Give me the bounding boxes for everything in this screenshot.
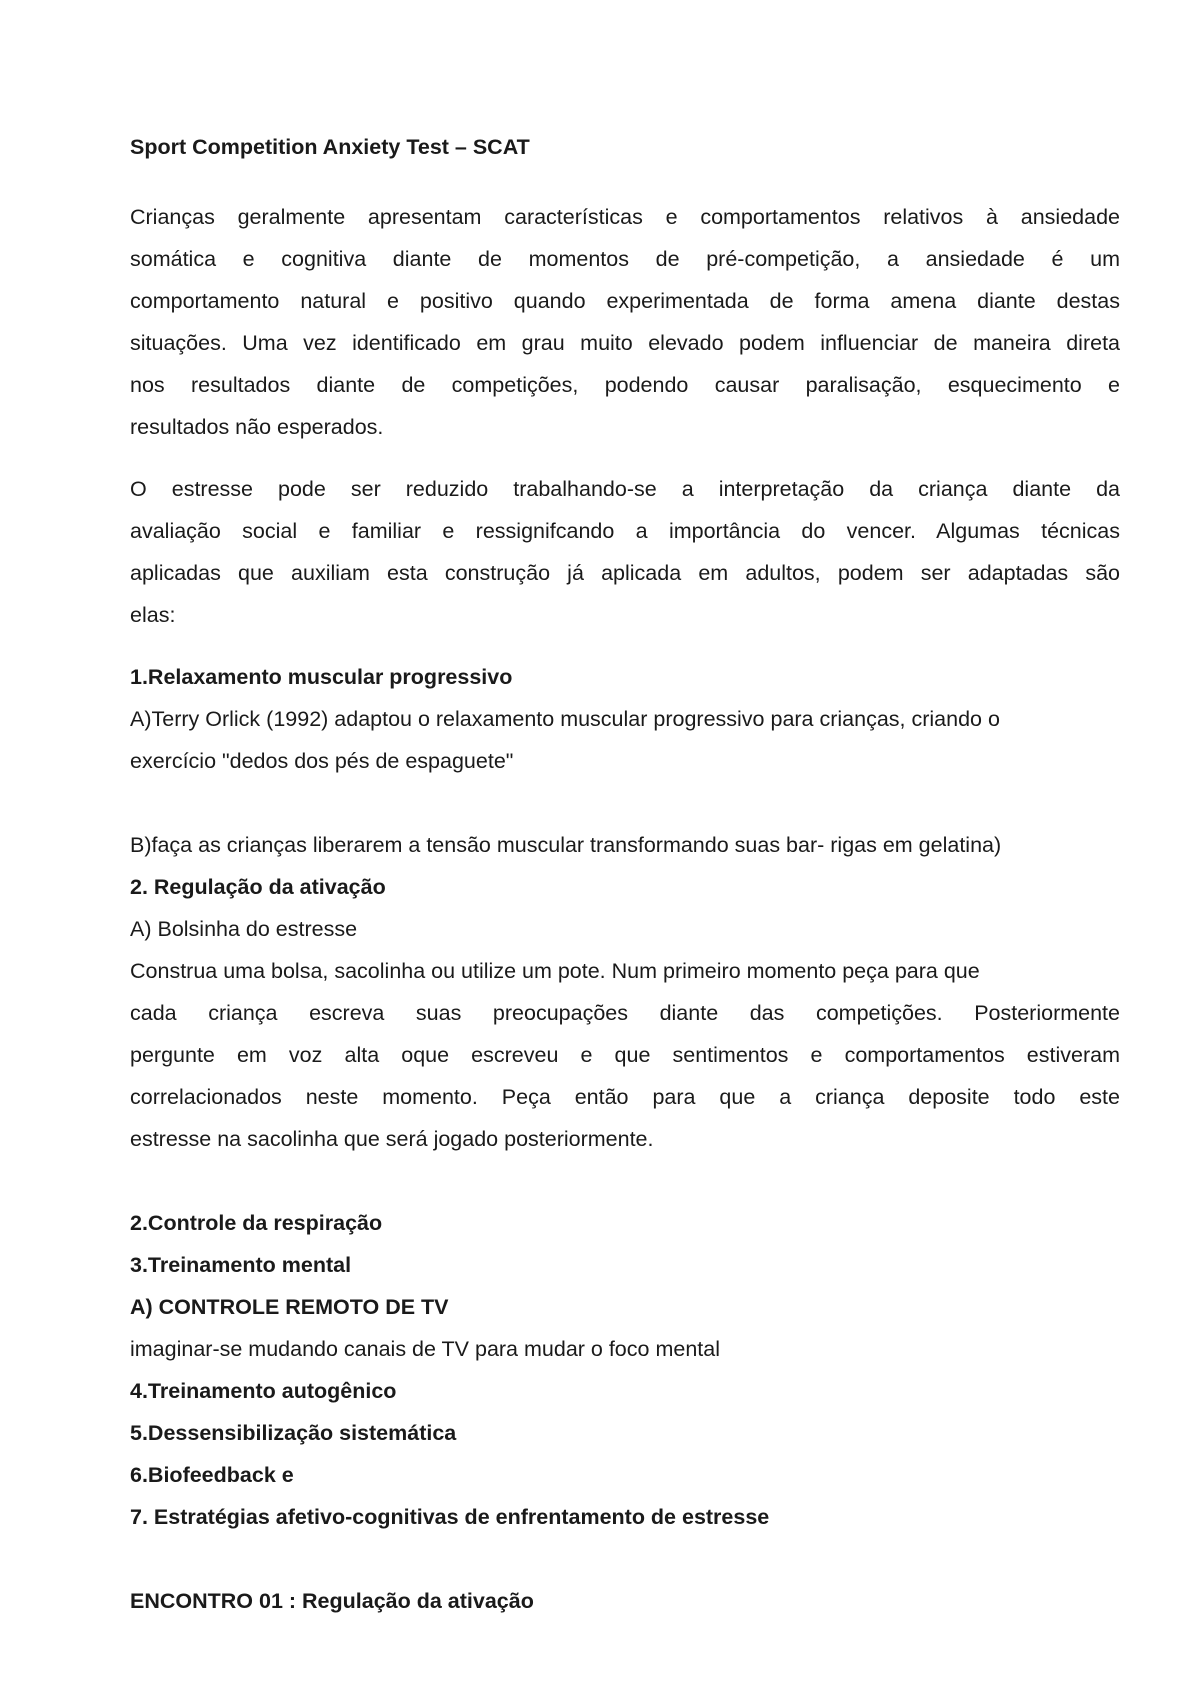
paragraph-line: Construa uma bolsa, sacolinha ou utilize um pote. Num primeiro momento peça para que <box>130 959 980 983</box>
stress-bag-paragraph <box>130 950 1120 1160</box>
meeting-heading: ENCONTRO 01 : Regulação da ativação <box>130 1589 534 1613</box>
list-heading: 4.Treinamento autogênico <box>130 1379 397 1403</box>
stress-paragraph <box>130 468 1120 636</box>
list-heading: 6.Biofeedback e <box>130 1463 294 1487</box>
paragraph-line: estresse na sacolinha que será jogado posteriormente. <box>130 1127 654 1151</box>
paragraph-line: nos resultados diante de competições, podendo causar paralisação, esquecimento e <box>130 373 1120 397</box>
paragraph-line: resultados não esperados. <box>130 415 384 439</box>
section-heading: 1.Relaxamento muscular progressivo <box>130 665 513 689</box>
paragraph-line: Crianças geralmente apresentam características e comportamentos relativos à ansiedade <box>130 205 1120 229</box>
list-item: imaginar-se mudando canais de TV para mudar o foco mental <box>130 1337 720 1361</box>
document-title: Sport Competition Anxiety Test – SCAT <box>130 135 530 159</box>
paragraph-line: avaliação social e familiar e ressignifcando a importância do vencer. Algumas técnicas <box>130 519 1120 543</box>
list-item: B)faça as crianças liberarem a tensão muscular transformando suas bar- rigas em gelatina) <box>130 833 1002 857</box>
document-page <box>130 132 1120 1622</box>
paragraph-line: situações. Uma vez identificado em grau muito elevado podem influenciar de maneira direta <box>130 331 1120 355</box>
list-heading: 2.Controle da respiração <box>130 1211 383 1235</box>
paragraph-line: aplicadas que auxiliam esta construção já aplicada em adultos, podem ser adaptadas são <box>130 561 1120 585</box>
paragraph-line: comportamento natural e positivo quando experimentada de forma amena diante destas <box>130 289 1120 313</box>
paragraph-line: correlacionados neste momento. Peça então para que a criança deposite todo este <box>130 1085 1120 1109</box>
paragraph-line: O estresse pode ser reduzido trabalhando-se a interpretação da criança diante da <box>130 477 1120 501</box>
paragraph-line: pergunte em voz alta oque escreveu e que sentimentos e comportamentos estiveram <box>130 1043 1120 1067</box>
list-item: A) Bolsinha do estresse <box>130 917 358 941</box>
list-item: exercício "dedos dos pés de espaguete" <box>130 749 514 773</box>
list-heading: 7. Estratégias afetivo-cognitivas de enfrentamento de estresse <box>130 1505 770 1529</box>
list-heading: 3.Treinamento mental <box>130 1253 352 1277</box>
paragraph-line: elas: <box>130 603 176 627</box>
list-item: A)Terry Orlick (1992) adaptou o relaxamento muscular progressivo para crianças, criando o <box>130 707 1000 731</box>
paragraph-line: cada criança escreva suas preocupações diante das competições. Posteriormente <box>130 1001 1120 1025</box>
paragraph-line: somática e cognitiva diante de momentos de pré-competição, a ansiedade é um <box>130 247 1120 271</box>
intro-paragraph <box>130 196 1120 448</box>
section-heading: 2. Regulação da ativação <box>130 875 386 899</box>
list-heading: 5.Dessensibilização sistemática <box>130 1421 457 1445</box>
list-heading: A) CONTROLE REMOTO DE TV <box>130 1295 449 1319</box>
